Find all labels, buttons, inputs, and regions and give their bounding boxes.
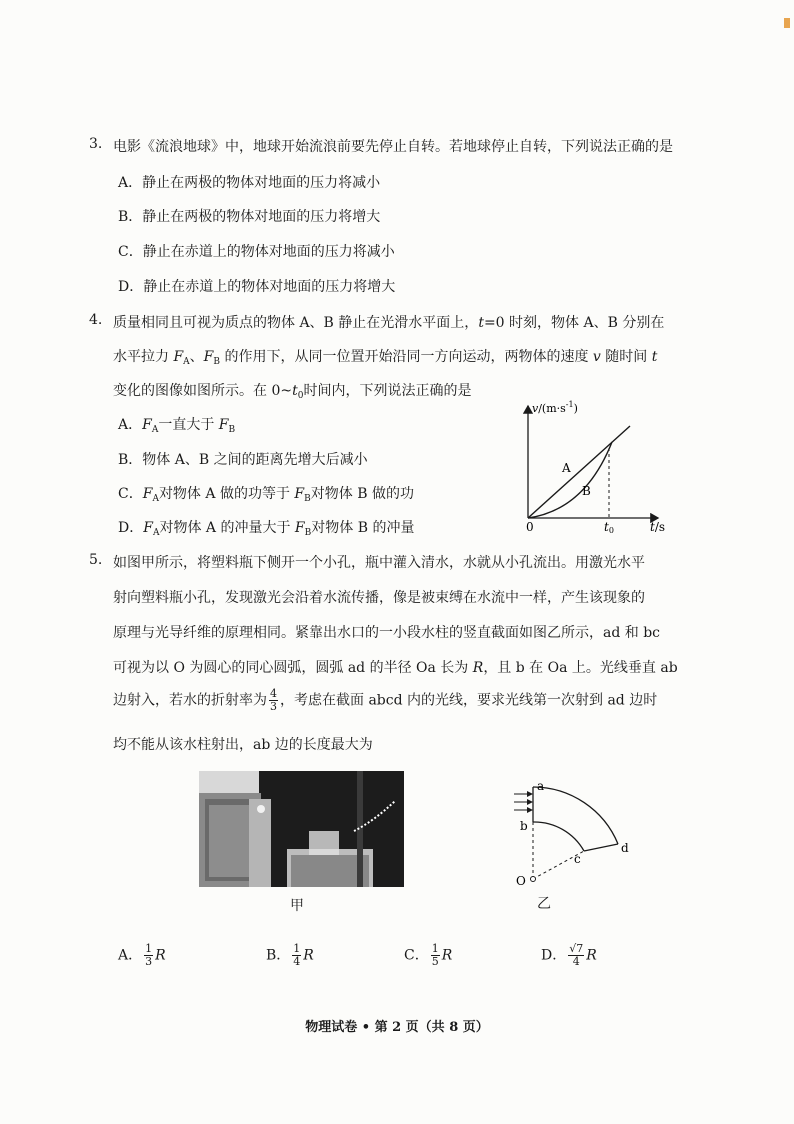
water-column-cross-section-diagram	[512, 778, 632, 898]
q5-stem-line4: 可视为以 O 为圆心的同心圆弧，圆弧 ad 的半径 Oa 长为 R，且 b 在 Oa 上。光线垂直 ab	[113, 660, 678, 676]
arc-bc	[533, 822, 584, 851]
line-a	[528, 426, 630, 518]
q5-stem-line6: 均不能从该水柱射出，ab 边的长度最大为	[113, 737, 373, 753]
arc-ad	[533, 787, 618, 844]
figure-jia-label: 甲	[290, 898, 304, 914]
curve-a-label: A	[562, 461, 571, 475]
point-b-label: b	[520, 819, 528, 833]
graph-xlabel: t/s	[650, 520, 666, 533]
graph-t0-label: t0	[604, 520, 614, 533]
q5-option-d: D． $\frac{√7}{4}$ R	[541, 942, 597, 968]
curve-b-label: B	[582, 484, 591, 498]
water-bottle-photo	[199, 771, 404, 887]
q5-option-a: A． $\frac{1}{3}$ R	[118, 942, 166, 968]
page-corner-mark	[784, 18, 790, 28]
q4-stem-line2: 水平拉力 $F_A$、$F_B$ 的作用下，从同一位置开始沿同一方向运动，两物体的速度 v 随时间 t	[113, 349, 658, 367]
q5-option-b: B． $\frac{1}{4}$ R	[266, 942, 314, 968]
point-a-label: a	[537, 779, 545, 793]
q5-option-c: C． $\frac{1}{5}$ R	[404, 942, 453, 968]
q4-option-d: D．$F_A$对物体 A 的冲量大于 $F_B$对物体 B 的冲量	[118, 520, 415, 538]
q3-option-d: D．静止在赤道上的物体对地面的压力将增大	[118, 279, 396, 295]
q4-option-c: C．$F_A$对物体 A 做的功等于 $F_B$对物体 B 做的功	[118, 486, 414, 504]
q4-stem-line3: 变化的图像如图所示。在 $0\sim t_0$时间内，下列说法正确的是	[113, 383, 472, 401]
edge-cd	[584, 844, 618, 851]
velocity-time-graph	[510, 398, 680, 533]
q5-number: 5.	[89, 552, 103, 568]
q3-option-c: C．静止在赤道上的物体对地面的压力将减小	[118, 244, 395, 260]
refractive-index-fraction: $\frac{4}{3}$	[270, 687, 277, 713]
q3-number: 3.	[89, 136, 103, 152]
q4-stem-line1: 质量相同且可视为质点的物体 A、B 静止在光滑水平面上，t=0 时刻，物体 A、B 分别在	[113, 315, 665, 331]
q4-option-a: A．$F_A$一直大于 $F_B$	[118, 417, 236, 435]
graph-origin-label: 0	[526, 520, 534, 533]
q4-number: 4.	[89, 312, 103, 328]
point-c-label: c	[574, 852, 581, 866]
q4-option-b: B．物体 A、B 之间的距离先增大后减小	[118, 452, 368, 468]
graph-ylabel: $v/(m\cdot s^{-1})$	[532, 400, 578, 415]
point-d-label: d	[621, 841, 629, 855]
q5-stem-line1: 如图甲所示，将塑料瓶下侧开一个小孔，瓶中灌入清水，水就从小孔流出。用激光水平	[113, 555, 645, 571]
q3-stem: 电影《流浪地球》中，地球开始流浪前要先停止自转。若地球停止自转，下列说法正确的是	[113, 139, 673, 155]
q5-stem-line5: 边射入，若水的折射率为 $\frac{4}{3}$ ，考虑在截面 abcd 内的光线，要求光线第一次射到 ad 边时	[113, 687, 658, 713]
figure-yi-label: 乙	[537, 896, 551, 912]
q5-stem-line3: 原理与光导纤维的原理相同。紧靠出水口的一小段水柱的竖直截面如图乙所示，ad 和 bc	[113, 625, 661, 641]
q3-option-a: A．静止在两极的物体对地面的压力将减小	[118, 175, 381, 191]
q3-option-b: B．静止在两极的物体对地面的压力将增大	[118, 209, 381, 225]
page-footer: 物理试卷 • 第 2 页（共 8 页）	[305, 1020, 489, 1035]
q5-stem-line2: 射向塑料瓶小孔，发现激光会沿着水流传播，像是被束缚在水流中一样，产生该现象的	[113, 590, 645, 606]
point-o-label: O	[516, 874, 526, 888]
center-point-o	[531, 877, 536, 882]
